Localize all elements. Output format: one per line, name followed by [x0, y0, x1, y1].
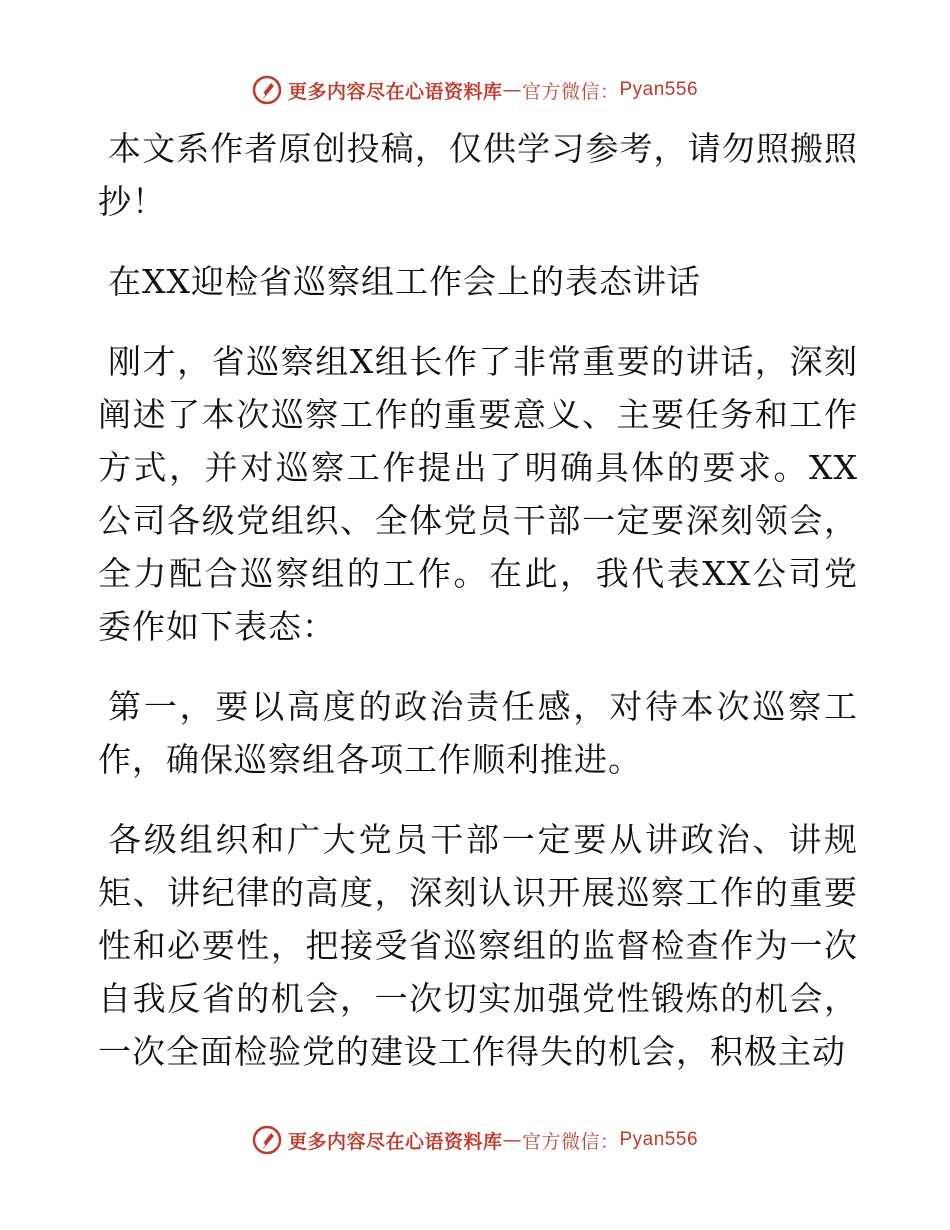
watermark-wechat-label: 官方微信：: [521, 1130, 620, 1153]
body-paragraph: 各级组织和广大党员干部一定要从讲政治、讲规矩、讲纪律的高度，深刻认识开展巡察工作的重要性和必要性，把接受省巡察组的监督检查作为一次自我反省的机会，一次切实加强党性锻炼的机会，一次全面检验党的建设工作得失的机会，积极主动: [98, 820, 859, 1071]
watermark-separator: —: [502, 1129, 522, 1151]
watermark-wechat-id: Pyan556: [619, 79, 699, 100]
watermark-wechat-label: 官方微信：: [521, 80, 620, 103]
watermark-wechat-id: Pyan556: [619, 1129, 699, 1150]
disclaimer-paragraph: 本文系作者原创投稿，仅供学习参考，请勿照搬照抄！: [98, 129, 859, 221]
watermark-footer: [0, 1120, 950, 1160]
pen-nib-logo-icon: [252, 75, 282, 105]
watermark-main-text: 更多内容尽在心语资料库: [287, 80, 503, 103]
watermark-separator: —: [502, 79, 522, 101]
watermark-main-text: 更多内容尽在心语资料库: [287, 1130, 503, 1153]
pen-nib-logo-icon: [252, 1125, 282, 1155]
body-paragraph: 刚才，省巡察组X组长作了非常重要的讲话，深刻阐述了本次巡察工作的重要意义、主要任务和工作方式，并对巡察工作提出了明确具体的要求。XX公司各级党组织、全体党员干部一定要深刻领会，全力配合巡察组的工作。在此，我代表XX公司党委作如下表态：: [98, 342, 859, 646]
watermark-header: [0, 70, 950, 110]
document-body: [98, 122, 858, 1105]
body-paragraph: 第一，要以高度的政治责任感，对待本次巡察工作，确保巡察组各项工作顺利推进。: [98, 687, 859, 779]
document-title: 在XX迎检省巡察组工作会上的表态讲话: [108, 262, 701, 301]
